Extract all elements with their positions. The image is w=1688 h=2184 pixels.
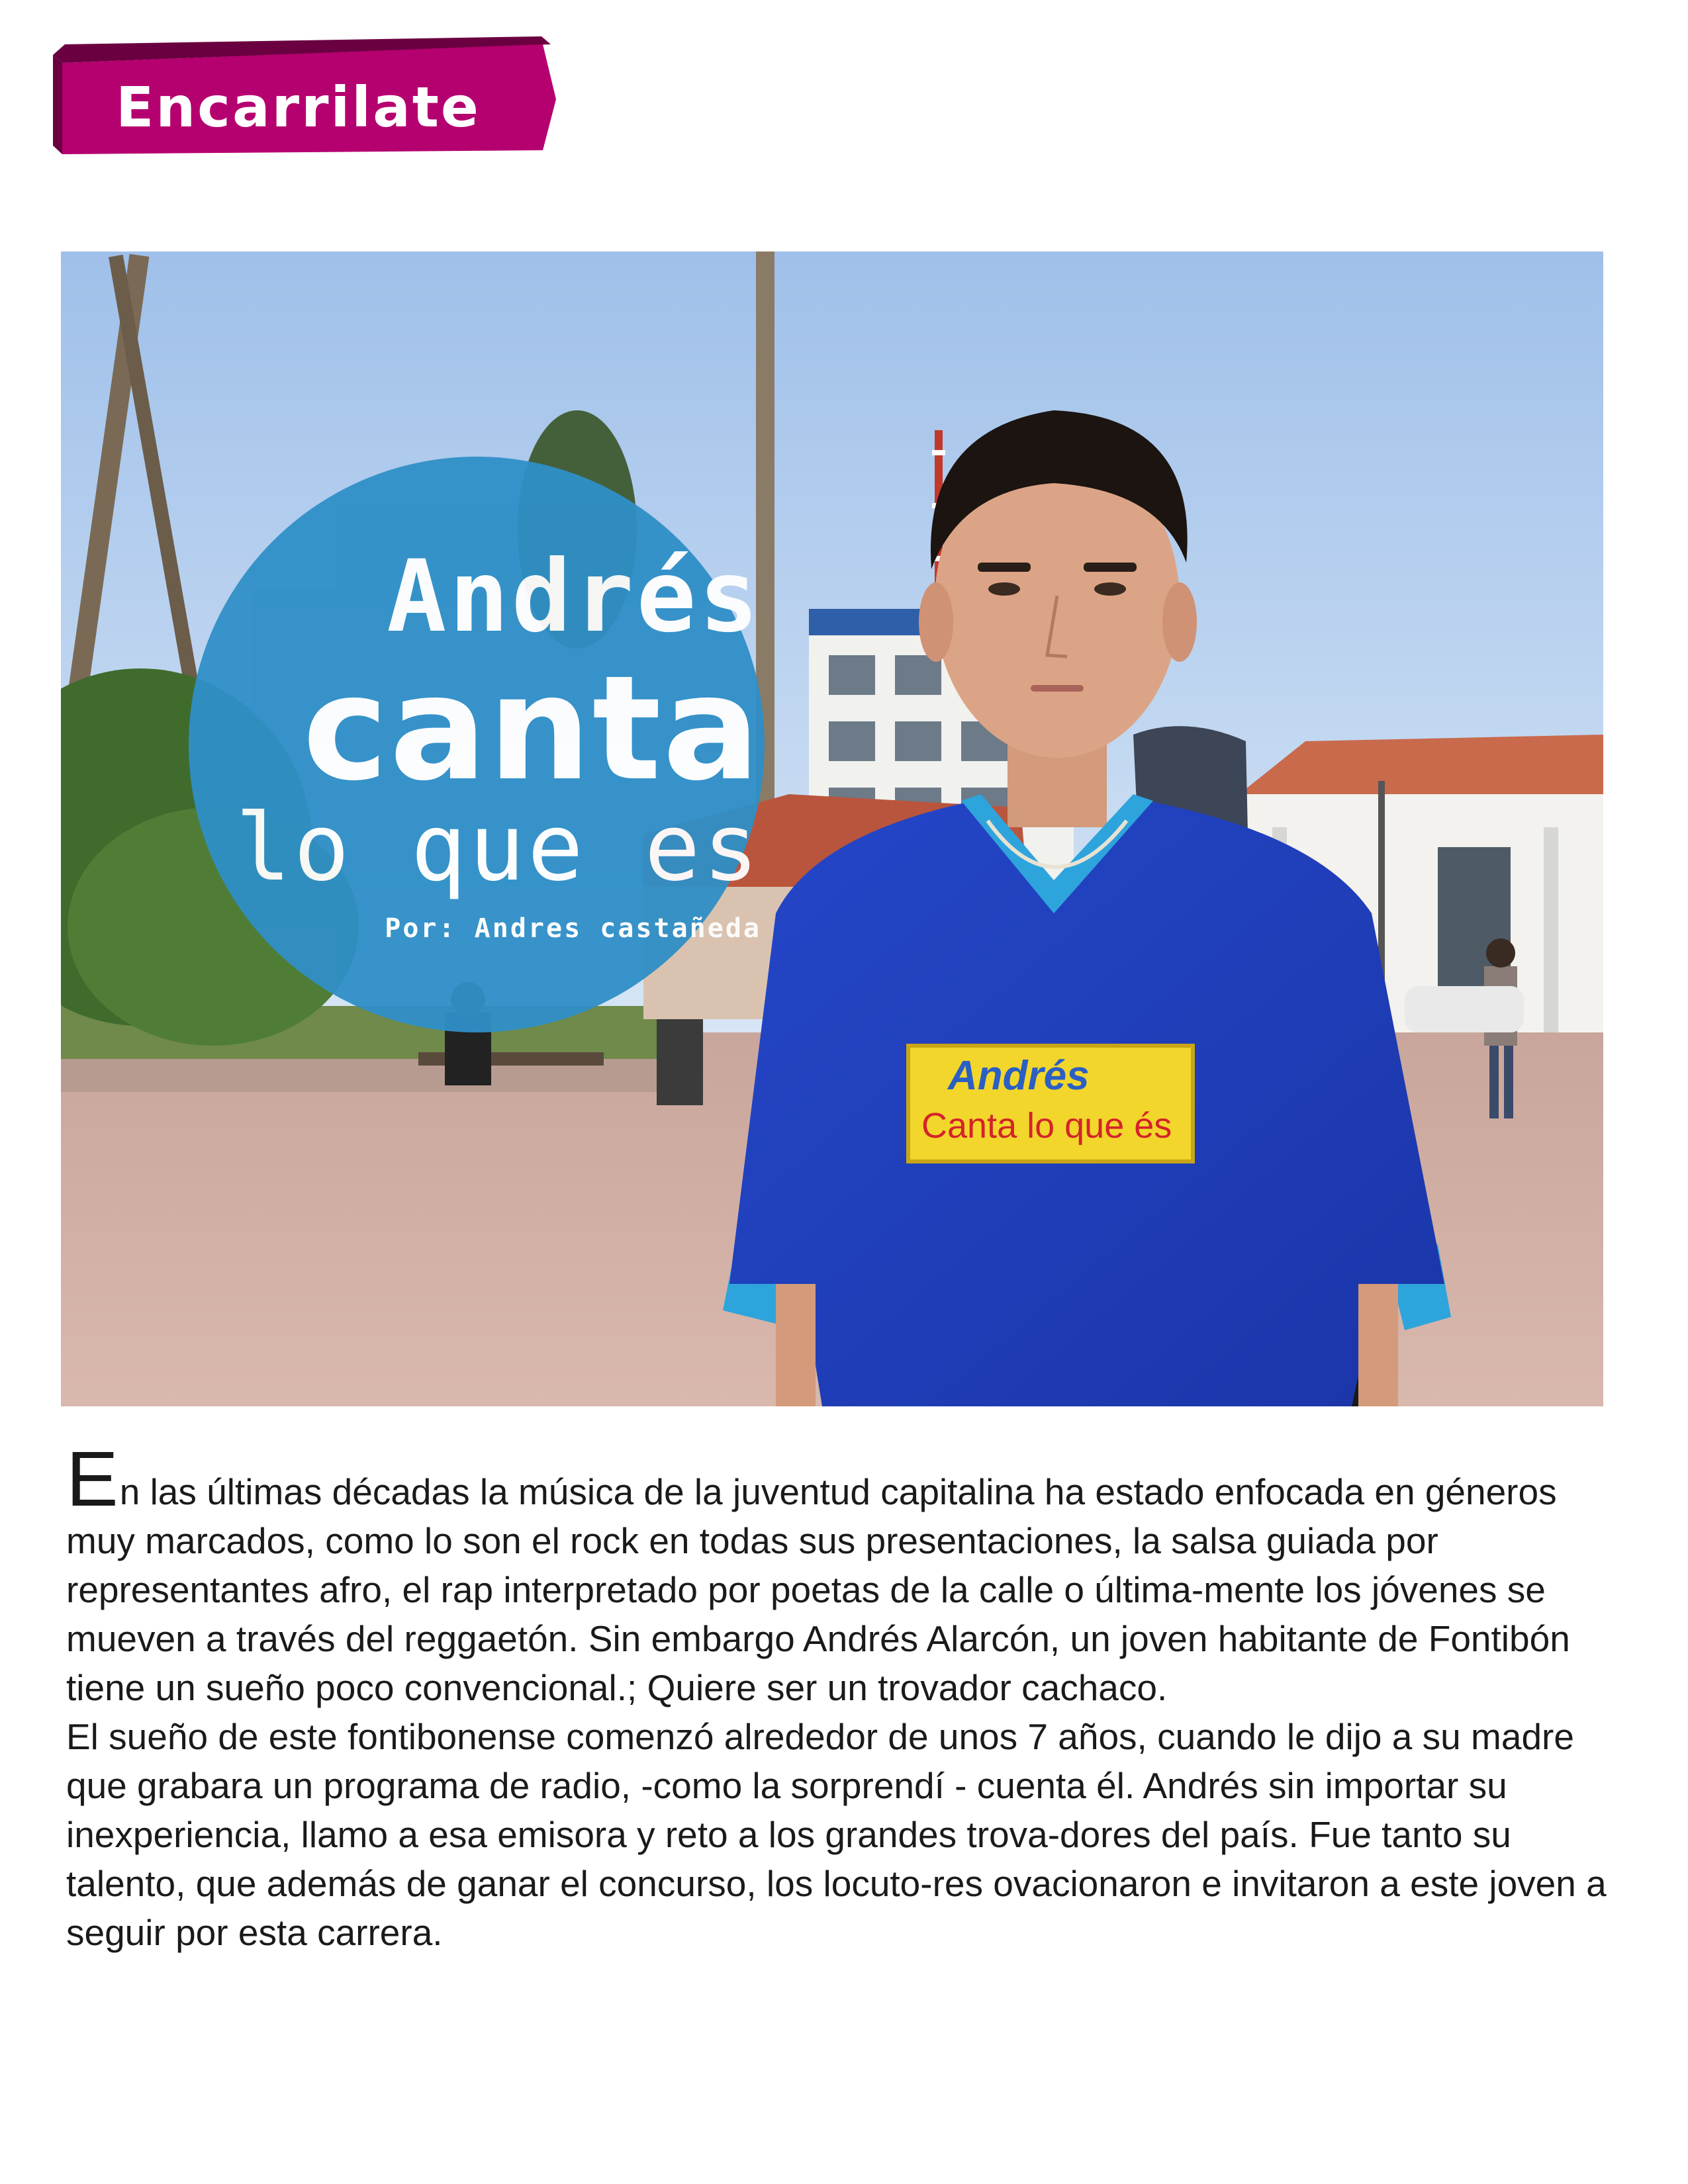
- title-line-1: Andrés: [387, 539, 761, 655]
- title-circle: [189, 457, 765, 1032]
- paragraph-1: [66, 1435, 1625, 1712]
- paragraph-2: El sueño de este fontibonense comenzó alrededor de unos 7 años, cuando le dijo a su madre que grabara un programa de radio, -como la sorprendí - cuenta él. Andrés sin importar su inexperiencia, llamo a esa emisora y reto a los grandes trova-dores del país. Fue tanto su talento, que además de ganar el concurso, los locuto-res ovacionaron e invitaron a este joven a seguir por esta carrera.: [66, 1716, 1607, 1953]
- title-line-3: lo que es: [235, 794, 761, 902]
- drop-cap: E: [66, 1435, 118, 1523]
- title-block: [126, 457, 761, 1383]
- byline: Por: Andres castañeda: [385, 913, 761, 944]
- shirt-patch-line2: Canta lo que és: [921, 1106, 1172, 1146]
- shirt-patch-line1: Andrés: [948, 1053, 1090, 1099]
- paragraph-1-text: n las últimas décadas la música de la juventud capitalina ha estado enfocada en géneros muy marcados, como lo son el rock en todas sus presentaciones, la salsa guiada por representantes afro, el rap interpretado por poetas de la calle o última-mente los jóvenes se mueven a través del reggaetón. Sin embargo Andrés Alarcón, un joven habitante de Fontibón tiene un sueño poco convencional.; Quiere ser un trovador cachaco.: [66, 1471, 1570, 1708]
- section-banner: [53, 36, 556, 156]
- article-body: [66, 1435, 1625, 1957]
- section-label: Encarrilate: [116, 75, 481, 140]
- title-line-2: canta: [303, 645, 761, 813]
